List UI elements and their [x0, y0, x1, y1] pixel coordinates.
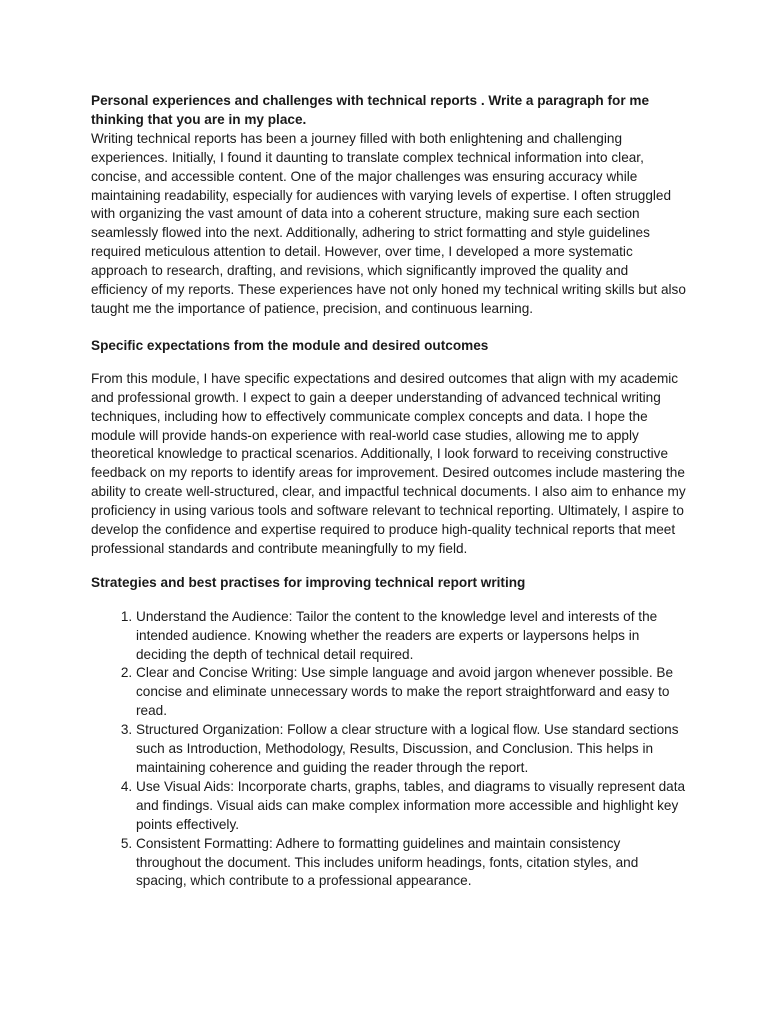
section-heading-expectations: Specific expectations from the module and desired outcomes — [91, 337, 489, 353]
section-body-personal-experiences: Writing technical reports has been a journey filled with both enlightening and challenging experiences. Initially, I found it daunting to translate complex technical information into clear, concise, and accessible content. One of the major challenges was ensuring accuracy while maintaining readability, especially for audiences with varying levels of expertise. I often struggled with organizing the vast amount of data into a coherent structure, making sure each section seamlessly flowed into the next. Additionally, adhering to strict formatting and style guidelines required meticulous attention to detail. However, over time, I developed a more systematic approach to research, drafting, and revisions, which significantly improved the quality and efficiency of my reports. These experiences have not only honed my technical writing skills but also taught me the importance of patience, precision, and continuous learning. — [91, 130, 686, 316]
list-item: 4. Use Visual Aids: Incorporate charts, graphs, tables, and diagrams to visually represent data and findings. Visual aids can make complex information more accessible and highlight key points effectively. — [136, 778, 686, 835]
list-item: 1. Understand the Audience: Tailor the content to the knowledge level and interests of the intended audience. Knowing whether the readers are experts or laypersons helps in deciding the depth of technical detail required. — [136, 608, 686, 665]
section-body-expectations: From this module, I have specific expectations and desired outcomes that align with my academic and professional growth. I expect to gain a deeper understanding of advanced technical writing techniques, including how to effectively communicate complex concepts and data. I hope the module will provide hands-on experience with real-world case studies, allowing me to apply theoretical knowledge to practical scenarios. Additionally, I look forward to receiving constructive feedback on my reports to identify areas for improvement. Desired outcomes include mastering the ability to create well-structured, clear, and impactful technical documents. I also aim to enhance my proficiency in using various tools and software relevant to technical reporting. Ultimately, I aspire to develop the confidence and expertise required to produce high-quality technical reports that meet professional standards and contribute meaningfully to my field. — [91, 370, 686, 556]
list-item: 5. Consistent Formatting: Adhere to formatting guidelines and maintain consistency throughout the document. This includes uniform headings, fonts, citation styles, and spacing, which contribute to a professional appearance. — [136, 835, 686, 892]
section-heading-strategies: Strategies and best practises for improving technical report writing — [91, 574, 526, 590]
section-heading-personal-experiences: Personal experiences and challenges with technical reports . Write a paragraph for me thinking that you are in my place. — [91, 93, 650, 127]
strategies-list — [91, 608, 686, 892]
list-item: 2. Clear and Concise Writing: Use simple language and avoid jargon whenever possible. Be concise and eliminate unnecessary words to make the report straightforward and easy to read. — [136, 664, 686, 721]
list-item: 3. Structured Organization: Follow a clear structure with a logical flow. Use standard sections such as Introduction, Methodology, Results, Discussion, and Conclusion. This helps in maintaining coherence and guiding the reader through the report. — [136, 721, 686, 778]
